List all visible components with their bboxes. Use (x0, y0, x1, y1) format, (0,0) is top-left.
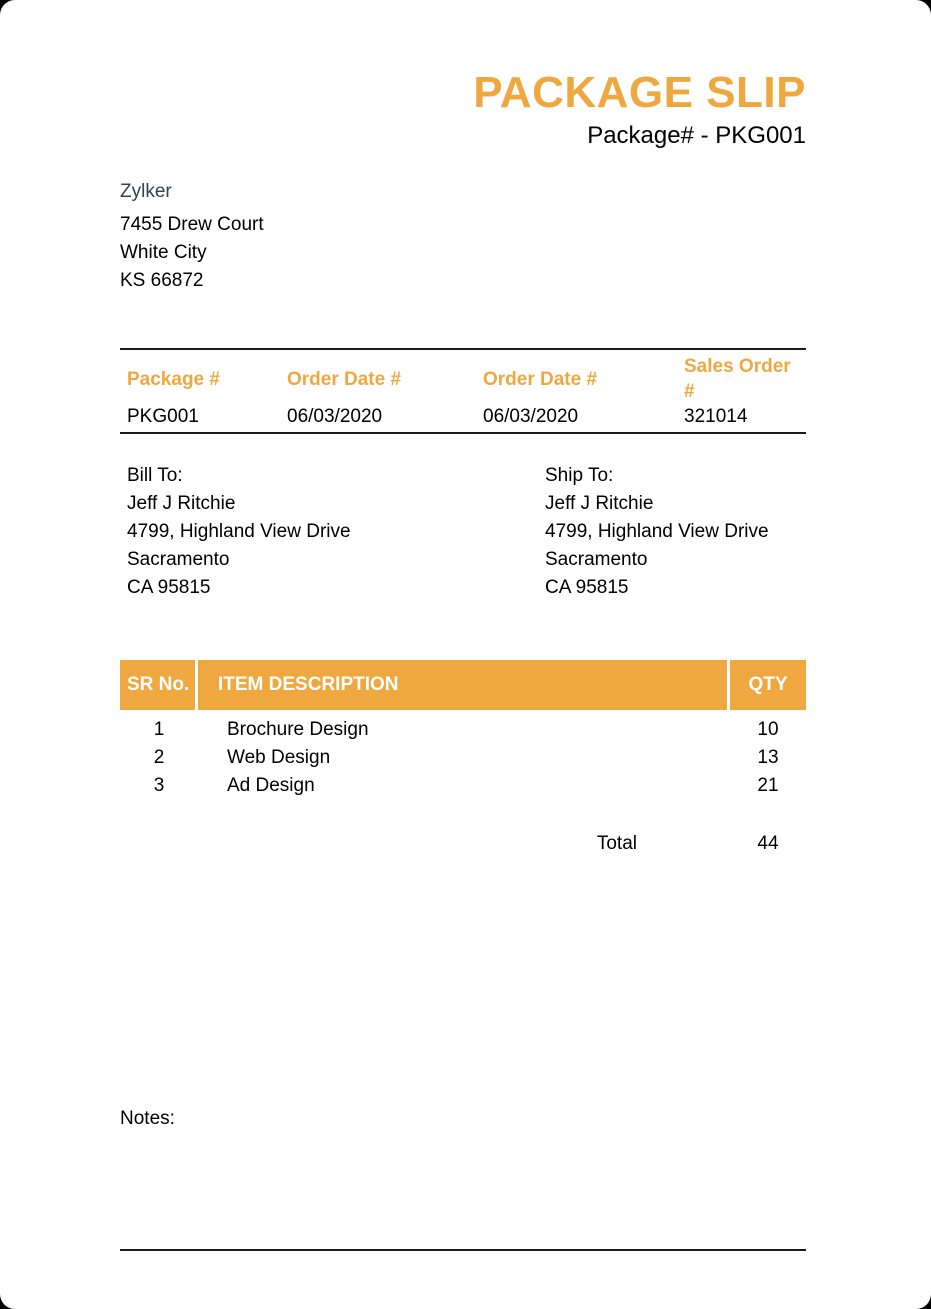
package-number-value: PKG001 (127, 406, 199, 427)
item-description-column-header: ITEM DESCRIPTION (198, 660, 730, 710)
package-info-table (120, 348, 806, 434)
item-description: Web Design (227, 747, 331, 768)
sales-order-header: Sales Order # (684, 356, 791, 402)
bill-to-line: CA 95815 (127, 577, 211, 598)
company-address-line: KS 66872 (120, 270, 204, 291)
sr-no-column-header: SR No. (120, 660, 198, 710)
ship-to-line: CA 95815 (545, 577, 629, 598)
order-date-value: 06/03/2020 (287, 406, 383, 427)
bill-to-line: Jeff J Ritchie (127, 493, 236, 514)
ship-to-line: Jeff J Ritchie (545, 493, 654, 514)
notes-label: Notes: (120, 1108, 175, 1129)
item-qty: 13 (757, 747, 779, 768)
order-date-header-2: Order Date # (483, 368, 598, 390)
bill-to-label: Bill To: (127, 465, 183, 486)
item-sr-no: 1 (153, 719, 165, 740)
total-label: Total (596, 833, 637, 854)
item-description: Ad Design (227, 775, 315, 796)
order-date-value-2: 06/03/2020 (483, 406, 579, 427)
addresses-section (120, 462, 806, 602)
item-description: Brochure Design (227, 719, 369, 740)
item-sr-no: 3 (153, 775, 165, 796)
sales-order-value: 321014 (684, 406, 748, 427)
order-date-header: Order Date # (287, 368, 402, 390)
table-row (120, 716, 806, 744)
company-address-line: 7455 Drew Court (120, 214, 264, 235)
qty-column-header: QTY (748, 674, 788, 695)
footer-divider (120, 1249, 806, 1251)
table-row (120, 744, 806, 772)
item-sr-no: 2 (153, 747, 165, 768)
company-block (120, 178, 806, 295)
items-table-header-row (120, 660, 806, 710)
item-qty: 10 (757, 719, 779, 740)
total-row (120, 830, 806, 858)
ship-to-block (545, 462, 806, 602)
items-table-body (120, 710, 806, 800)
company-name: Zylker (120, 181, 172, 202)
package-info-value-row (120, 404, 806, 433)
company-address-line: White City (120, 242, 207, 263)
bill-to-line: 4799, Highland View Drive (127, 521, 351, 542)
page-title: PACKAGE SLIP (473, 68, 806, 117)
total-qty-value: 44 (757, 833, 779, 854)
bill-to-block (120, 462, 545, 602)
table-row (120, 772, 806, 800)
package-number-header: Package # (127, 368, 220, 390)
package-info-header-row (120, 349, 806, 404)
document-header (120, 0, 806, 150)
ship-to-line: Sacramento (545, 549, 648, 570)
ship-to-line: 4799, Highland View Drive (545, 521, 769, 542)
items-table (120, 660, 806, 800)
package-number-subtitle: Package# - PKG001 (587, 122, 806, 149)
item-qty: 21 (757, 775, 779, 796)
bill-to-line: Sacramento (127, 549, 230, 570)
ship-to-label: Ship To: (545, 465, 614, 486)
